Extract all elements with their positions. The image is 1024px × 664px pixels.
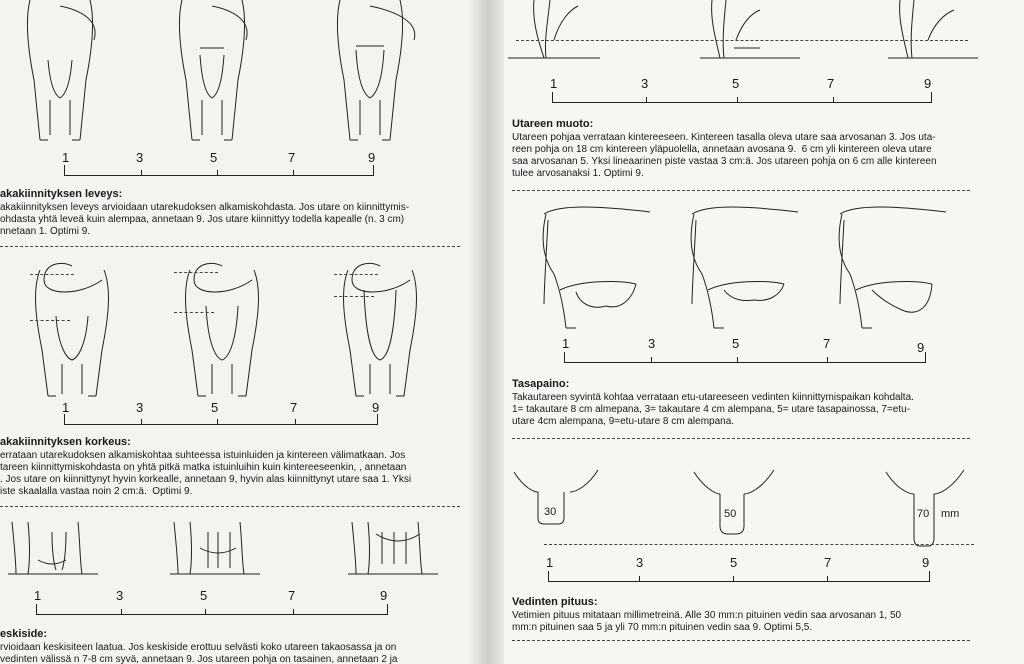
scale-label: 9 bbox=[917, 340, 925, 355]
teat-length-label: 30 bbox=[544, 506, 557, 518]
divider bbox=[0, 506, 460, 507]
scale-label: 7 bbox=[288, 150, 296, 165]
scale-label: 3 bbox=[136, 150, 144, 165]
scale-label: 9 bbox=[380, 588, 388, 603]
right-page bbox=[504, 0, 1024, 664]
scale-label: 5 bbox=[210, 150, 218, 165]
scale-label: 3 bbox=[636, 555, 644, 570]
scale-label: 1 bbox=[550, 76, 558, 91]
cow-rear-illustration-row1 bbox=[0, 0, 468, 150]
scale-label: 7 bbox=[827, 76, 835, 91]
body-line: . Jos utare on kiinnittynyt hyvin korkealle, annetaan 9, hyvin alas kiinnittynyt utare saa 1. Yksi bbox=[0, 474, 412, 485]
body-line: vedinten välissä n 7-8 cm syvä, annetaan 9. Jos utareen pohja on tasainen, annetaan 2 ja bbox=[0, 654, 398, 664]
scale-label: 9 bbox=[924, 76, 932, 91]
cow-side-view-illustration bbox=[504, 200, 1024, 330]
body-line: iste skaalalla vastaa noin 2 cm:ä. Optimi 9. bbox=[0, 486, 193, 497]
rating-scale bbox=[64, 165, 374, 176]
hock-reference-line bbox=[516, 40, 968, 41]
scale-label: 5 bbox=[732, 76, 740, 91]
section-heading: Vedinten pituus: bbox=[512, 596, 598, 608]
teat-length-label: 50 bbox=[724, 508, 737, 520]
rating-scale bbox=[552, 92, 932, 103]
scale-label: 7 bbox=[288, 588, 296, 603]
body-line: ohdasta yhtä leveä kuin alempaa, annetaan 9. Jos utare kiinnittyy todella kapealle (n. 3 cm) bbox=[0, 214, 405, 225]
body-line: Utareen pohjaa verrataan kintereeseen. Kintereen tasalla oleva utare saa arvosanan 3. Jos uta- bbox=[512, 132, 936, 143]
scale-label: 5 bbox=[211, 400, 219, 415]
scale-label: 3 bbox=[116, 588, 124, 603]
section-heading: akakiinnityksen leveys: bbox=[0, 188, 123, 200]
scale-label: 7 bbox=[824, 555, 832, 570]
scale-label: 5 bbox=[732, 336, 740, 351]
scale-label: 1 bbox=[562, 336, 570, 351]
scale-label: 9 bbox=[368, 150, 376, 165]
body-line: 1= takautare 8 cm almepana, 3= takautare 4 cm alempana, 5= utare tasapainossa, 7=etu- bbox=[512, 404, 911, 415]
cow-rear-illustration-row2 bbox=[0, 256, 468, 396]
body-line: utare 4cm alempana, 9=etu-utare 8 cm alempana. bbox=[512, 416, 735, 427]
measure-line bbox=[30, 274, 74, 275]
scale-label: 7 bbox=[290, 400, 298, 415]
scale-label: 1 bbox=[62, 150, 70, 165]
body-line: reen pohja on 18 cm kintereen yläpuolella, annetaan avosana 9. 6 cm yli kintereen oleva utare bbox=[512, 144, 932, 155]
body-line: Vetimien pituus mitataan millimetreinä. Alle 30 mm:n pituinen vedin saa arvosanan 1, 50 bbox=[512, 610, 902, 621]
teat-length-label: 70 bbox=[917, 508, 930, 520]
scale-label: 1 bbox=[62, 400, 70, 415]
rating-scale bbox=[564, 352, 926, 363]
divider bbox=[512, 190, 970, 191]
scale-label: 3 bbox=[648, 336, 656, 351]
measure-line bbox=[174, 272, 218, 273]
unit-label: mm bbox=[941, 508, 960, 520]
left-page bbox=[0, 0, 468, 664]
measure-line bbox=[174, 312, 214, 313]
body-line: akakiinnityksen leveys arvioidaan utarekudoksen alkamiskohdasta. Jos utare on kiinnittymis- bbox=[0, 202, 410, 213]
section-heading: eskiside: bbox=[0, 628, 48, 640]
divider bbox=[512, 438, 970, 439]
rating-scale bbox=[548, 571, 930, 582]
body-line: Takautareen syvintä kohtaa verrataan etu-utareeseen vedinten kiinnittymispaikan kohdalta. bbox=[512, 392, 914, 403]
body-line: tulee arvosanaksi 1. Optimi 9. bbox=[512, 168, 644, 179]
body-line: nnetaan 1. Optimi 9. bbox=[0, 226, 91, 237]
body-line: saa arvosanan 5. Yksi lineaarinen piste vastaa 3 cm:ä. Jos utareen pohja on 6 cm alle kintereen bbox=[512, 156, 937, 167]
rating-scale bbox=[36, 604, 388, 615]
divider bbox=[0, 246, 460, 247]
udder-cleft-illustration bbox=[0, 512, 468, 582]
measure-line bbox=[30, 320, 70, 321]
measure-line bbox=[544, 544, 974, 545]
scale-label: 1 bbox=[546, 555, 554, 570]
rating-scale bbox=[64, 414, 378, 425]
measure-line bbox=[334, 296, 374, 297]
measure-line bbox=[334, 274, 378, 275]
scale-label: 9 bbox=[372, 400, 380, 415]
body-line: tareen kiinnittymiskohdasta on yhtä pitkä matka istuinluihin kuin kintereeseenkin, , annetaan bbox=[0, 462, 407, 473]
scale-label: 9 bbox=[922, 555, 930, 570]
section-heading: Utareen muoto: bbox=[512, 118, 594, 130]
scale-label: 7 bbox=[823, 336, 831, 351]
scale-label: 5 bbox=[200, 588, 208, 603]
body-line: rvioidaan keskisiteen laatua. Jos keskiside erottuu selvästi koko utareen takaosassa ja on bbox=[0, 642, 397, 653]
scale-label: 3 bbox=[136, 400, 144, 415]
section-heading: Tasapaino: bbox=[512, 378, 570, 390]
scale-label: 5 bbox=[730, 555, 738, 570]
book-gutter bbox=[468, 0, 504, 664]
section-heading: akakiinnityksen korkeus: bbox=[0, 436, 131, 448]
body-line: mm:n pituinen saa 5 ja yli 70 mm:n pituinen vedin saa 9. Optimi 5,5. bbox=[512, 622, 813, 633]
divider bbox=[512, 640, 970, 641]
teat-length-illustration bbox=[504, 462, 1024, 552]
scale-label: 3 bbox=[641, 76, 649, 91]
scale-label: 1 bbox=[34, 588, 42, 603]
body-line: errataan utarekudoksen alkamiskohtaa suhteessa istuinluiden ja kintereen välimatkaan. Jos bbox=[0, 450, 406, 461]
udder-depth-illustration bbox=[504, 0, 1024, 70]
